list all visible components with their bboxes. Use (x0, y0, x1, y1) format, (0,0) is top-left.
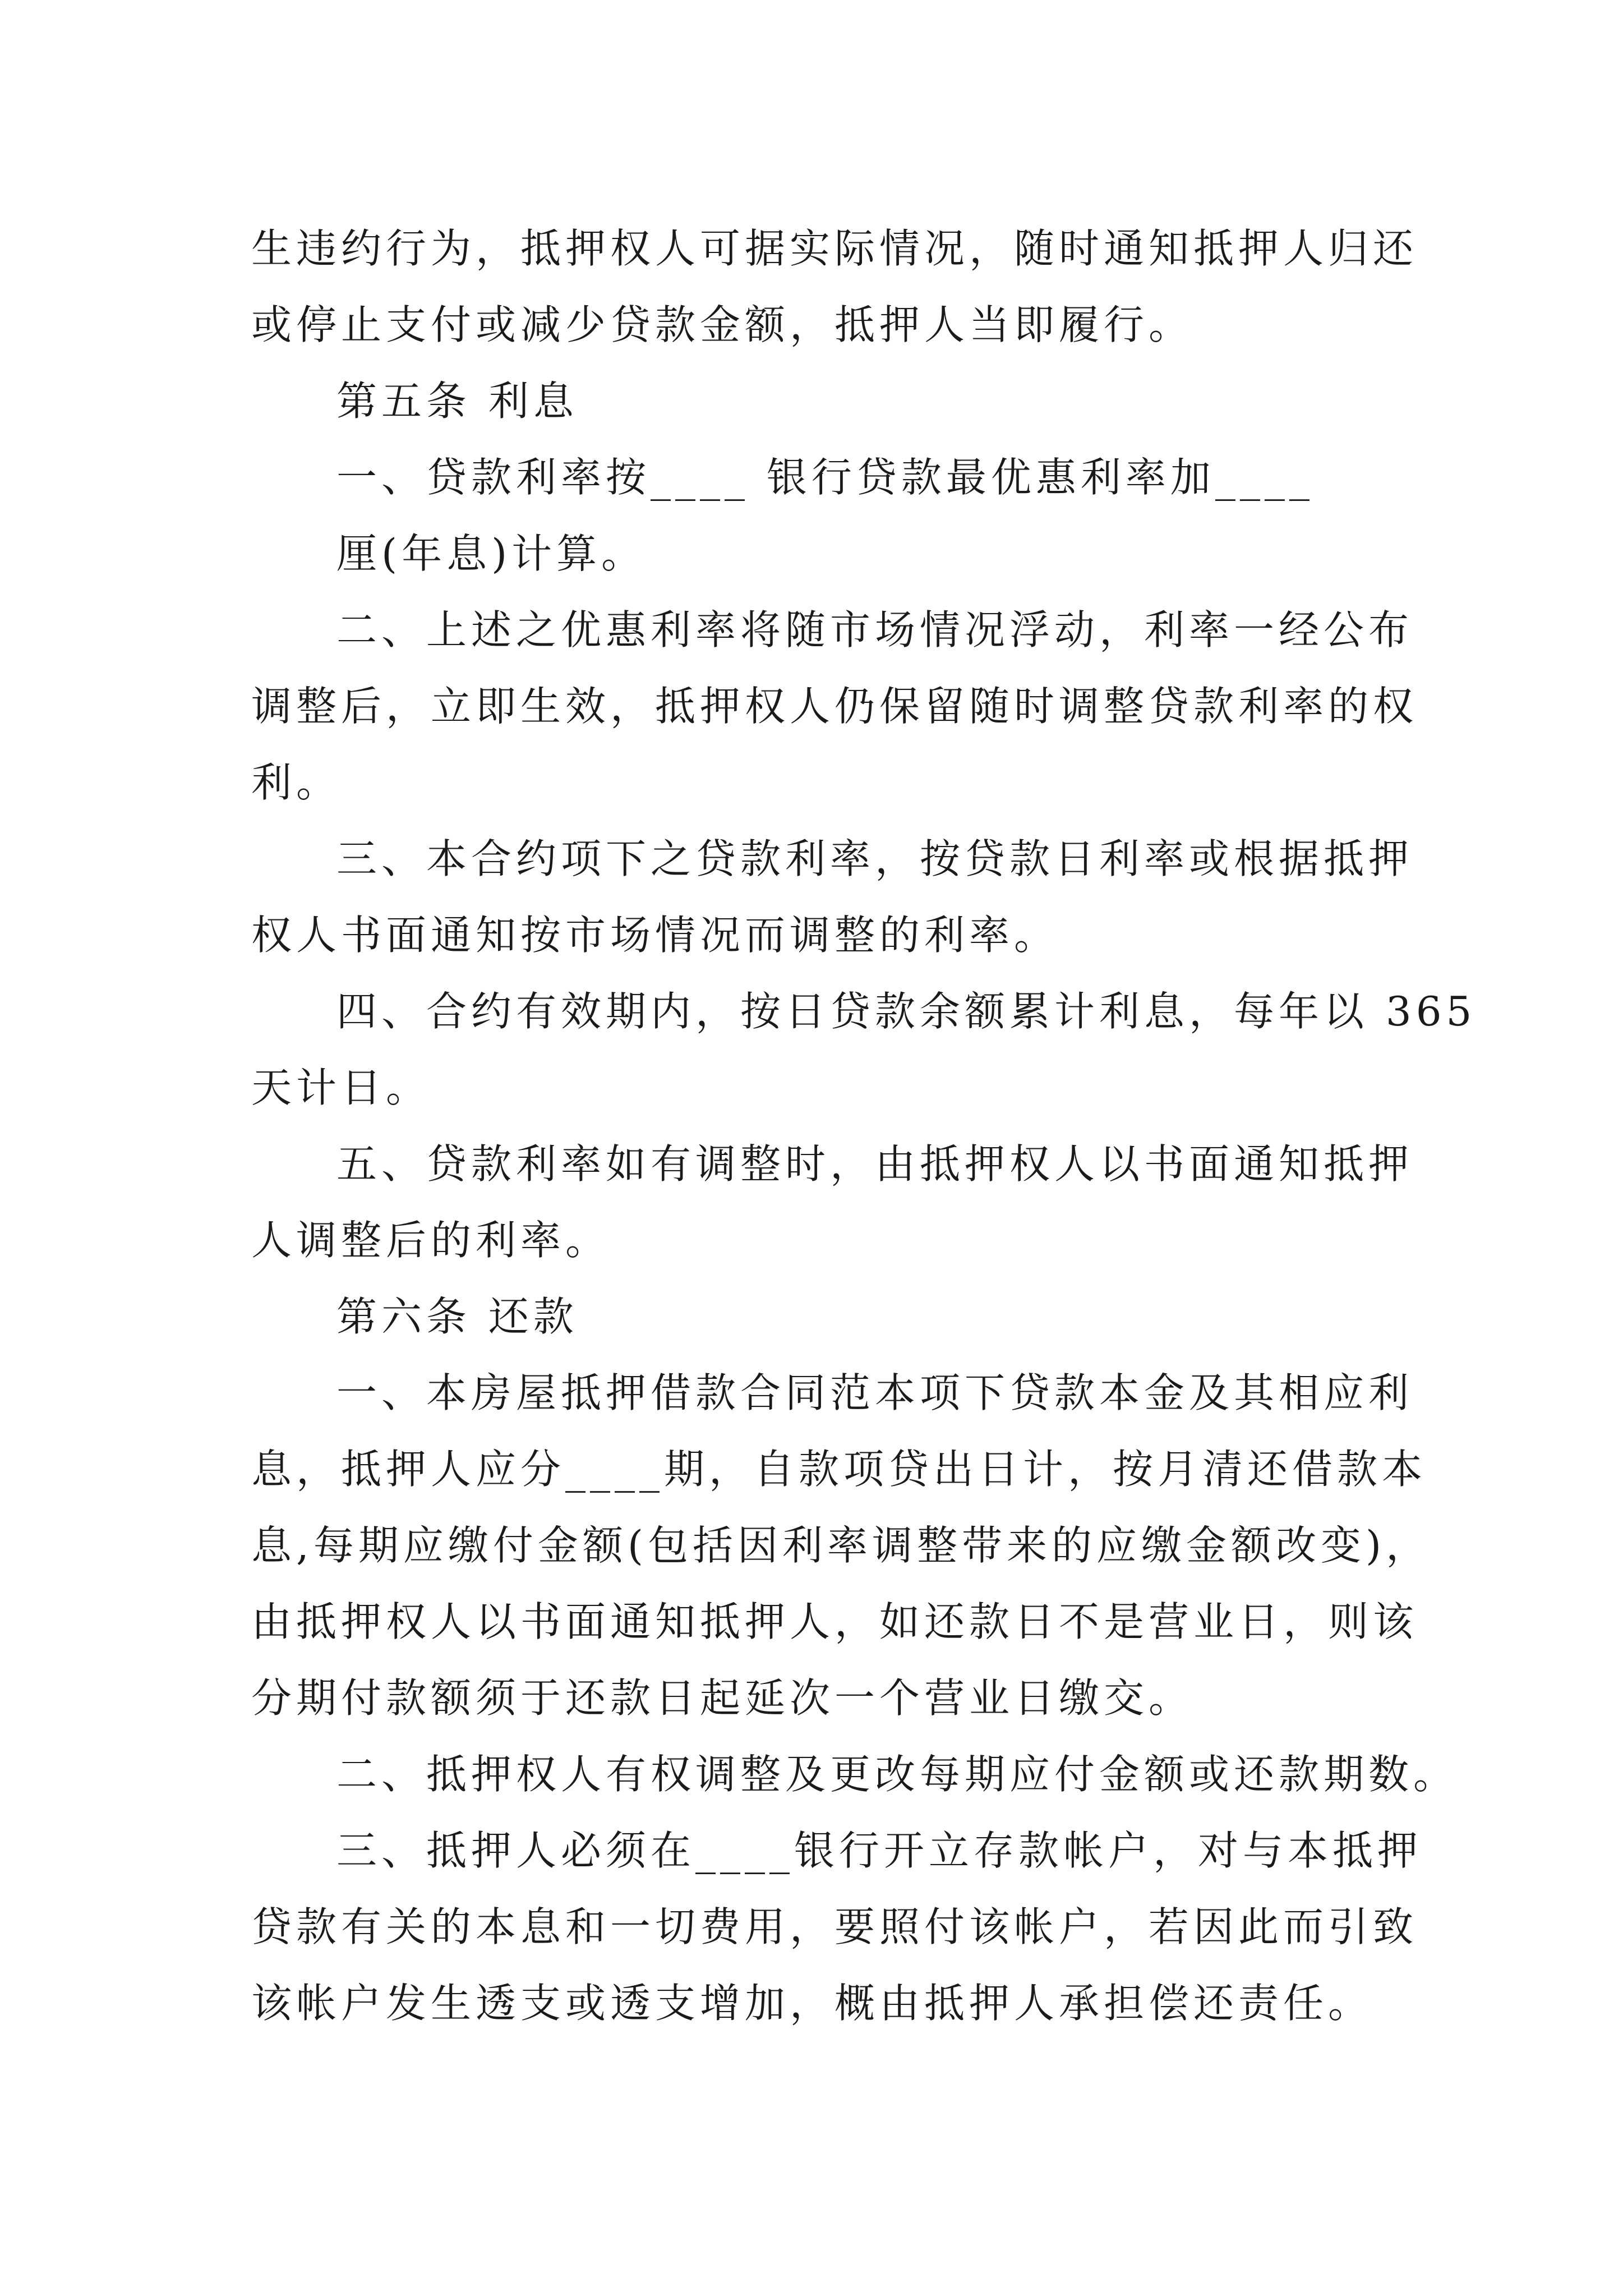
text-line: 五、贷款利率如有调整时，由抵押权人以书面通知抵押 (336, 1140, 1414, 1188)
text-line: 天计日。 (251, 1064, 431, 1111)
text-line: 该帐户发生透支或透支增加，概由抵押人承担偿还责任。 (251, 1980, 1373, 2027)
text-line: 人调整后的利率。 (251, 1217, 611, 1264)
text-line: 一、贷款利率按____ 银行贷款最优惠利率加____ (336, 454, 1314, 501)
text-line: 或停止支付或减少贷款金额，抵押人当即履行。 (251, 301, 1194, 348)
text-line: 权人书面通知按市场情况而调整的利率。 (251, 912, 1059, 959)
text-line: 生违约行为，抵押权人可据实际情况，随时通知抵押人归还 (251, 225, 1418, 272)
text-line: 息,每期应缴付金额(包括因利率调整带来的应缴金额改变)， (251, 1522, 1431, 1569)
text-line: 贷款有关的本息和一切费用，要照付该帐户，若因此而引致 (251, 1903, 1418, 1950)
text-line: 利。 (251, 759, 342, 806)
text-line: 厘(年息)计算。 (336, 530, 647, 577)
text-line: 四、合约有效期内，按日贷款余额累计利息，每年以 365 (336, 988, 1477, 1035)
text-line: 三、抵押人必须在____银行开立存款帐户，对与本抵押 (336, 1827, 1423, 1874)
text-line: 二、上述之优惠利率将随市场情况浮动，利率一经公布 (336, 606, 1414, 654)
text-line: 三、本合约项下之贷款利率，按贷款日利率或根据抵押 (336, 835, 1414, 882)
text-line: 调整后，立即生效，抵押权人仍保留随时调整贷款利率的权 (251, 683, 1418, 730)
text-line: 二、抵押权人有权调整及更改每期应付金额或还款期数。 (336, 1751, 1459, 1798)
text-line: 息，抵押人应分____期，自款项贷出日计，按月清还借款本 (251, 1446, 1427, 1493)
article-heading: 第五条 利息 (336, 378, 578, 425)
text-line: 一、本房屋抵押借款合同范本项下贷款本金及其相应利 (336, 1369, 1414, 1416)
text-line: 分期付款额须于还款日起延次一个营业日缴交。 (251, 1674, 1194, 1722)
article-heading: 第六条 还款 (336, 1293, 578, 1340)
text-line: 由抵押权人以书面通知抵押人，如还款日不是营业日，则该 (251, 1598, 1418, 1645)
document-body (251, 210, 1477, 2041)
